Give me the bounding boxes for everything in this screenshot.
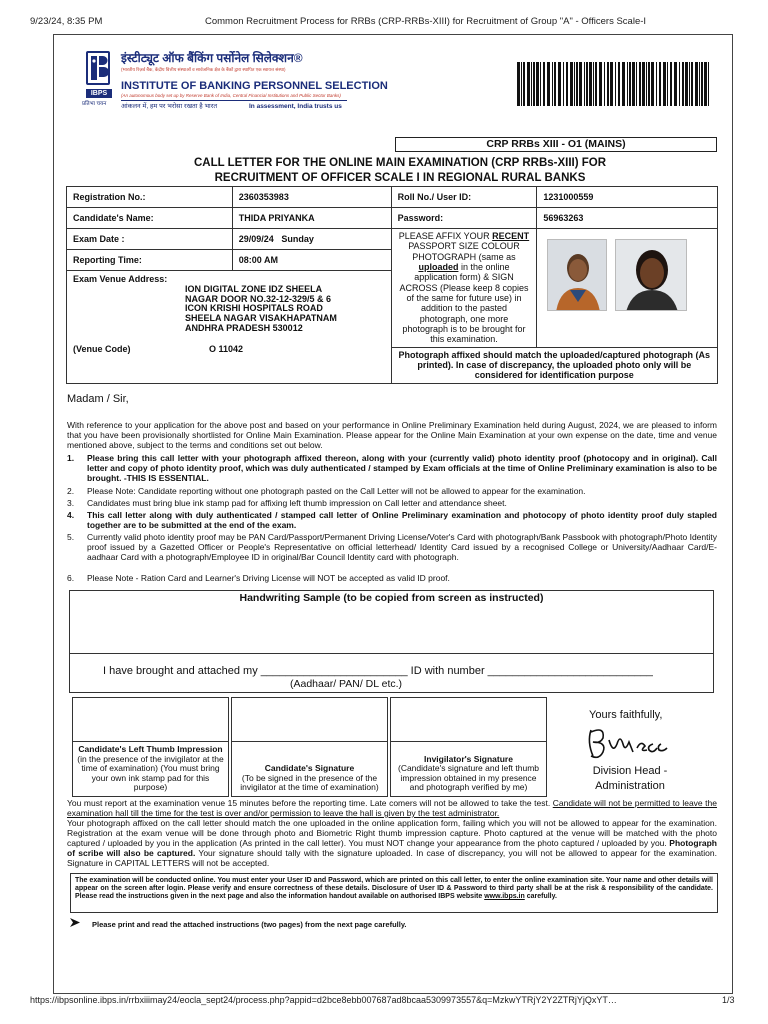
institute-hindi-name: इंस्टीट्यूट ऑफ बैंकिंग पर्सोनेल सिलेक्शन® <box>121 51 303 65</box>
affix-text-1: PLEASE AFFIX YOUR <box>398 231 493 241</box>
print-instructions-note <box>70 918 407 930</box>
instruction-item-1 <box>67 453 717 483</box>
invigilator-signature-title: Invigilator's Signature <box>424 753 513 764</box>
instruction-number: 2. <box>67 486 75 496</box>
salutation: Madam / Sir, <box>67 393 129 405</box>
instruction-text: Candidates must bring blue ink stamp pad for affixing left thumb impression on Call letter and attendance sheet. <box>87 498 507 508</box>
arrow-bullet-icon <box>70 918 92 930</box>
box-divider <box>232 741 387 742</box>
box-divider <box>391 741 546 742</box>
logo-tagline: प्रतिभा चयन <box>82 101 107 107</box>
affix-uploaded: uploaded <box>418 262 459 273</box>
reporting-label: Reporting Time: <box>67 250 233 271</box>
notice-text: The examination will be conducted online. You must enter your User ID and Password, which are printed on this call letter, to enter the online examination site. Your name and other details will appear on the screen after login. Please verify and ensure correctness of these details. Disclosure of User ID & Password to third party shall be at the risk & responsibility of the candidate. Please read the instructions given in the next page and also the information handout available on authorised IBPS website <box>75 877 713 901</box>
invigilator-signature-desc: (Candidate's signature and left thumb impression obtained in my presence and photograph verified by me) <box>397 763 539 793</box>
name-label: Candidate's Name: <box>67 208 233 229</box>
institute-english-name: INSTITUTE OF BANKING PERSONNEL SELECTION <box>121 80 388 92</box>
handwriting-divider <box>70 653 713 654</box>
venue-address: ION DIGITAL ZONE IDZ SHEELA NAGAR DOOR NO.32-12-329/5 & 6 ICON KRISHI HOSPITALS ROAD SHEELA NAGAR VISAKHAPATNAM ANDHRA PRADESH 530012 <box>185 283 337 334</box>
barcode <box>517 62 713 106</box>
designation-line1: Division Head - <box>592 765 668 777</box>
institute-hindi-subtitle: (भारतीय रिज़र्व बैंक, केंद्रीय वित्तीय संस्थाओं व सार्वजनिक क्षेत्र के बैंकों द्वारा स्थापित एक स्वायत्त संस्था) <box>121 67 286 72</box>
signature-note-text: Your signature should tally with the signature uploaded. In case of discrepancy, you will not be allowed to appear for the examination. Signature in CAPITAL LETTERS will not be accepted. <box>67 848 717 869</box>
instruction-item-3 <box>67 498 717 508</box>
logo-text: IBPS <box>86 89 112 98</box>
photo-note-text: Your photograph affixed on the call letter should match the one uploaded in the online application form, failing which you will not be allowed to appear for the examination. Registration at the exam venue will be done through photo and Biometric Right thumb impression capture. Photo captured at the venue will be matched with the photo captured / uploaded by you in the application (As printed in the call letter). You must NOT change your appearance from the photo captured / uploaded by you. <box>67 818 717 849</box>
motto-rule <box>121 100 347 101</box>
notice-end: carefully. <box>524 893 557 901</box>
handwritten-signature-icon <box>585 724 675 762</box>
instruction-item-5 <box>67 532 717 562</box>
instruction-text: Please Note: Candidate reporting without one photograph pasted on the Call Letter will not be allowed to appear for the examination. <box>87 486 586 496</box>
motto-hindi: आंकलन में, हम पर भरोसा रखता है भारत <box>121 103 218 110</box>
candidate-signature-caption <box>234 764 385 793</box>
venue-cell <box>67 271 392 384</box>
handwriting-sample-box <box>69 590 714 693</box>
exam-date: 29/09/24 <box>238 233 274 244</box>
letter-title-line1: CALL LETTER FOR THE ONLINE MAIN EXAMINATION (CRP RRBs-XIII) FOR <box>193 157 607 169</box>
reporting-instructions <box>67 798 717 868</box>
registration-value: 2360353983 <box>232 187 391 208</box>
print-datetime: 9/23/24, 8:35 PM <box>30 16 103 27</box>
designation-line2: Administration <box>595 779 665 792</box>
ibps-emblem-icon <box>88 53 108 83</box>
venue-code: O 11042 <box>209 344 244 355</box>
roll-label: Roll No./ User ID: <box>391 187 537 208</box>
letter-title-line2: RECRUITMENT OF OFFICER SCALE I IN REGIONAL RURAL BANKS <box>214 172 586 184</box>
institute-english-subtitle: (An autonomous body set up by Reserve Bank of India, Central Financial Institutions and Public Sector Banks) <box>121 93 341 98</box>
handwriting-id-line: I have brought and attached my ________________________ ID with number ___________________________ <box>103 665 653 677</box>
invigilator-signature-box <box>390 697 547 797</box>
instruction-text: Currently valid photo identity proof may be PAN Card/Passport/Permanent Driving License/Voter's Card with photograph/Bank Passbook with photograph/Photo Identity proof issued by a Gazetted Officer or People's Representative on official letterhead/ Identity Card issued by a recognised College or University/Aadhaar Card/E-aadhaar Card with a photograph/Employee ID in original/Bar Council Identity card with photograph. <box>87 532 717 563</box>
print-page-title: Common Recruitment Process for RRBs (CRP-RRBs-XIII) for Recruitment of Group "A" - Officers Scale-I <box>205 16 647 27</box>
affix-text-3: in the online application form) & SIGN ACROSS (Please keep 8 copies of the same for future use) in addition to the pasted photograph, one more photograph is to be brought for this examination. <box>399 262 529 345</box>
venue-code-label: (Venue Code) <box>73 344 131 355</box>
registration-label: Registration No.: <box>67 187 233 208</box>
instruction-text: This call letter along with duly authenticated / stamped call letter of Online Preliminary examination and photocopy of photo identity proof duly stapled together are to be submitted at the end of the exam. <box>87 510 717 531</box>
candidate-signature-title: Candidate's Signature <box>264 763 355 774</box>
online-exam-notice <box>70 873 718 913</box>
intro-paragraph: With reference to your application for the above post and based on your performance in Online Preliminary Examination held during August, 2024, we are pleased to inform that you have been provisionally shortlisted for Online Main Examination. Please appear for the Online Main Examination at your own expense on the date, time and venue mentioned above, subject to the terms and conditions set out below. <box>67 420 717 451</box>
left-thumb-desc: (in the presence of the invigilator at the time of examination) (You must bring your own ink stamp pad for this purpose) <box>77 753 224 793</box>
handwriting-title: Handwriting Sample (to be copied from screen as instructed) <box>239 592 544 604</box>
person-photo-icon <box>548 240 607 311</box>
instruction-item-2 <box>67 486 717 496</box>
password-label: Password: <box>391 208 537 229</box>
venue-code-row <box>73 344 385 355</box>
instruction-text: Please bring this call letter with your photograph affixed thereon, along with your (currently valid) photo identity proof (photocopy and in original). Call letter and copy of photo identity proof, which was duly authenticated / stamped by Exam officials at the time of Online Preliminary examination is also to be brought. -THIS IS ESSENTIAL. <box>87 453 717 484</box>
final-note-text: Please print and read the attached instructions (two pages) from the next page carefully. <box>92 920 407 929</box>
candidate-signature-desc: (To be signed in the presence of the invigilator at the time of examination) <box>240 772 379 793</box>
exam-code-box: CRP RRBs XIII - O1 (MAINS) <box>395 137 717 152</box>
left-thumb-title: Candidate's Left Thumb Impression <box>78 744 223 755</box>
print-url: https://ibpsonline.ibps.in/rrbxiiimay24/eocla_sept24/process.php?appid=d2bce8ebb007687ad8bcaa5309973557&q=MzkwYTRjY2Y2ZTRjYjQxYT… <box>30 995 617 1005</box>
yours-faithfully: Yours faithfully, <box>589 709 663 721</box>
instruction-item-6 <box>67 573 717 583</box>
affix-photo-instructions <box>391 229 537 348</box>
instruction-number: 4. <box>67 510 75 520</box>
roll-value: 1231000559 <box>537 187 718 208</box>
instruction-number: 5. <box>67 532 75 542</box>
instruction-number: 3. <box>67 498 75 508</box>
exam-day: Sunday <box>281 233 314 244</box>
instruction-item-4 <box>67 510 717 530</box>
motto-english: In assessment, India trusts us <box>249 103 342 110</box>
candidate-signature-box <box>231 697 388 797</box>
ibps-website-link[interactable]: www.ibps.in <box>484 893 525 901</box>
reporting-time: 08:00 AM <box>232 250 391 271</box>
uploaded-photo <box>547 239 607 311</box>
instruction-text: Please Note - Ration Card and Learner's Driving License will NOT be accepted as valid ID proof. <box>87 573 450 583</box>
left-thumb-impression-box <box>72 697 229 797</box>
handwriting-id-types: (Aadhaar/ PAN/ DL etc.) <box>290 678 403 690</box>
barcode-icon <box>517 62 713 106</box>
scribe-photo-note: Photograph of scribe will also be captured. <box>67 838 717 859</box>
candidate-name: THIDA PRIYANKA <box>232 208 391 229</box>
box-divider <box>73 741 228 742</box>
affix-recent: RECENT <box>492 231 530 241</box>
exam-date-label: Exam Date : <box>67 229 233 250</box>
instruction-number: 6. <box>67 573 75 583</box>
ibps-logo <box>86 51 110 85</box>
division-head-signature <box>585 724 675 764</box>
late-note-underlined: Candidate will not be permitted to leave the examination hall till the time for the test is over and/or permission to leave the hall is given by the test administrator. <box>67 798 718 819</box>
password-value: 56963263 <box>537 208 718 229</box>
invigilator-signature-caption <box>393 755 544 793</box>
signatory-designation <box>580 764 680 794</box>
affix-text-2: PASSPORT SIZE COLOUR PHOTOGRAPH (same as <box>408 241 520 262</box>
captured-photo <box>615 239 687 311</box>
venue-label: Exam Venue Address: <box>73 274 168 284</box>
instruction-number: 1. <box>67 453 75 463</box>
late-note-text: You must report at the examination venue 15 minutes before the reporting time. Late comers will not be allowed to take the test. <box>67 798 553 808</box>
exam-date-value <box>232 229 391 250</box>
print-page-counter: 1/3 <box>722 995 735 1005</box>
left-thumb-caption <box>75 745 226 793</box>
photo-match-note: Photograph affixed should match the uploaded/captured photograph (As printed). In case of discrepancy, the uploaded photo only will be considered for identification purpose <box>391 347 717 384</box>
person-photo-icon <box>616 240 687 311</box>
